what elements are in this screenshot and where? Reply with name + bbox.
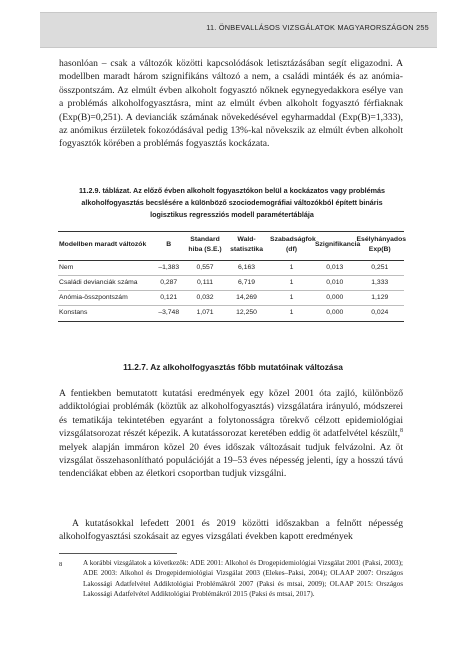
table-cell: 14,269 — [224, 291, 269, 306]
table-cell: 0,000 — [314, 306, 356, 321]
table-row — [58, 291, 404, 306]
paragraph-text: melyek alapján immáron közel 20 éves időszak változásait tudjuk felvázolni. Az öt vizsgálat összehasonlítható populációját a 19–53 éves népesség jelenti, így a hosszú távú tendenciákat ebben az életkori csoportban tudjuk vizsgálni. — [59, 441, 403, 480]
table-cell: 1 — [269, 260, 314, 275]
column-header: Szabadságfok (df) — [269, 232, 314, 261]
table-cell: Nem — [58, 260, 151, 275]
running-header — [40, 12, 437, 48]
table-cell: 0,013 — [314, 260, 356, 275]
table-cell: 1 — [269, 276, 314, 291]
table-cell: 1 — [269, 291, 314, 306]
paragraph-text: A fentiekben bemutatott kutatási eredmények egy közel 2001 óta zajló, különböző addiktológiai problémák (köztük az alkoholfogyasztás) vizsgálatára irányuló, módszerei és tematikája tekintetében egyaránt a folytonosságra törekvő célzott epidemiológiai vizsgálatsorozat részét képezik. A kutatássorozat keretében eddig öt adatfelvétel készült, — [59, 388, 403, 440]
table-cell: 1 — [269, 306, 314, 321]
column-header: B — [151, 232, 186, 261]
table-cell: 6,163 — [224, 260, 269, 275]
table-header-row — [58, 232, 404, 261]
table-cell: Anómia-összpontszám — [58, 291, 151, 306]
table-cell: 12,250 — [224, 306, 269, 321]
body-paragraph-2 — [59, 387, 403, 481]
column-header: Wald-statisztika — [224, 232, 269, 261]
body-paragraph-3: A kutatásokkal lefedett 2001 és 2019 közötti időszakban a felnőtt népesség alkoholfogyasztási szokásait az egyes vizsgálati években kapott eredmények — [59, 518, 403, 543]
table-row — [58, 260, 404, 275]
table-cell: 0,024 — [356, 306, 404, 321]
column-header: Standard hiba (S.E.) — [186, 232, 224, 261]
column-header: Modellben maradt változók — [58, 232, 151, 261]
table-cell: –3,748 — [151, 306, 186, 321]
table-row — [58, 276, 404, 291]
table-cell: 0,111 — [186, 276, 224, 291]
table-cell: Konstans — [58, 306, 151, 321]
section-heading: 11.2.7. Az alkoholfogyasztás főbb mutatóinak változása — [123, 362, 343, 372]
column-header: Esélyhányados Exp(B) — [356, 232, 404, 261]
table-cell: 0,010 — [314, 276, 356, 291]
footnote-text: A korábbi vizsgálatok a következők: ADE 2001: Alkohol és Drogepidemiológiai Vizsgálat 2001 (Paksi, 2003); ADE 2003: Alkohol és Drogepidemiológiai Vizsgálat 2003 (Elekes–Paksi, 2004); OLAAP 2007: Országos Lakossági Adatfelvétel Addiktológiai Problémákról 2007 (Paksi és mtsai, 2009); OLAAP 2015: Országos Lakossági Adatfelvétel Addiktológiai Problémákról 2015 (Paksi és mtsai, 2017). — [83, 559, 403, 598]
table-cell: Családi devianciák száma — [58, 276, 151, 291]
regression-table — [58, 231, 407, 322]
table-caption: 11.2.9. táblázat. Az előző évben alkoholt fogyasztókon belül a kockázatos vagy problémás alkoholfogyasztás becslésére a különböző szociodemográfiai változókból épített bináris logisztikus regressziós modell paramétertáblája — [78, 186, 386, 220]
table-row — [58, 306, 404, 321]
header-text: 11. ÖNBEVALLÁSOS VIZSGÁLATOK MAGYARORSZÁGON 255 — [206, 23, 429, 32]
column-header: Szignifikancia — [314, 232, 356, 261]
table-cell: 1,071 — [186, 306, 224, 321]
footnote-reference: 8 — [400, 428, 403, 435]
table-cell: 0,121 — [151, 291, 186, 306]
table-cell: 0,287 — [151, 276, 186, 291]
table-cell: 1,129 — [356, 291, 404, 306]
body-paragraph-1: hasonlóan – csak a változók közötti kapcsolódások letisztázásában segít eligazodni. A modellben maradt három szignifikáns változó a nem, a családi mintáék és az anómia-összpontszám. Az elmúlt évben alkoholt fogyasztó nőknek egynegyedakkora esélye van a problémás alkoholfogyasztásra, mint az elmúlt évben alkoholt fogyasztó férfiaknak (Exp(B)=0,251). A devianciák számának növekedésével egyharmaddal (Exp(B)=1,333), az anómikus érzületek fokozódásával pedig 13%-kal növekszik az elmúlt évben alkoholt fogyasztók körében a problémás fogyasztás kockázata. — [59, 58, 403, 150]
table-cell: –1,383 — [151, 260, 186, 275]
table-cell: 0,557 — [186, 260, 224, 275]
table-cell: 0,000 — [314, 291, 356, 306]
footnote-divider — [59, 553, 177, 554]
table-cell: 6,719 — [224, 276, 269, 291]
table-cell: 0,251 — [356, 260, 404, 275]
table-cell: 0,032 — [186, 291, 224, 306]
footnote-number: 8 — [59, 561, 63, 568]
table-cell: 1,333 — [356, 276, 404, 291]
